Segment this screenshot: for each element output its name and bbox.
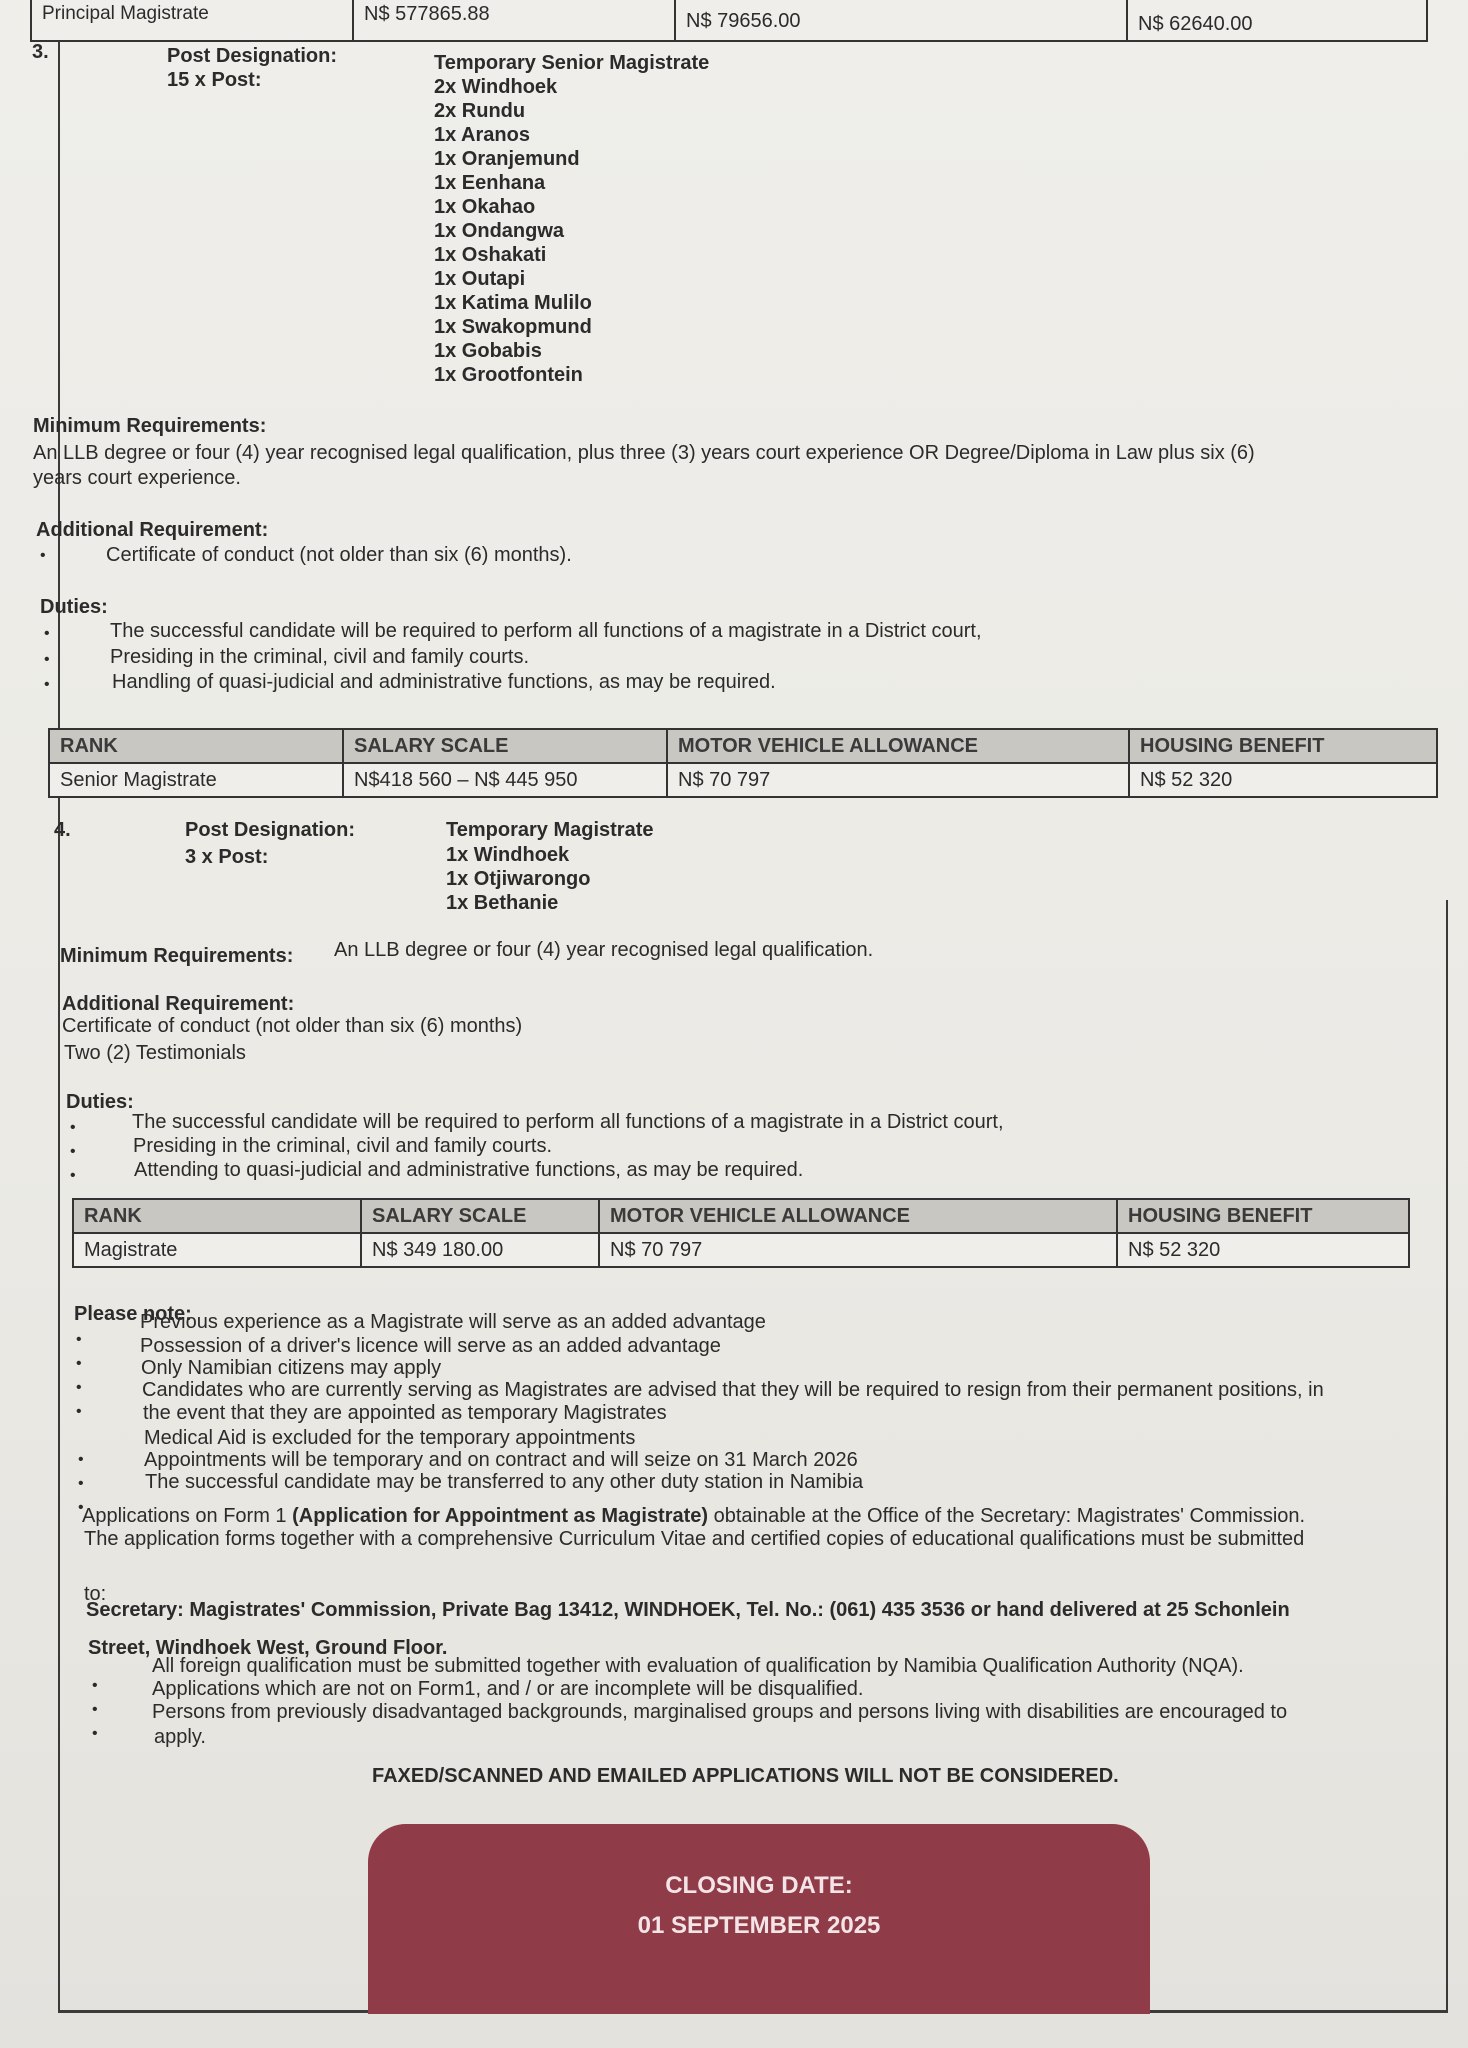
- motor-allowance-cell: N$ 79656.00: [675, 0, 1127, 41]
- location-item: 1x Otjiwarongo: [446, 868, 591, 890]
- bullet-icon: •: [70, 1143, 76, 1160]
- bullet-icon: •: [92, 1725, 98, 1742]
- application-item: apply.: [154, 1726, 206, 1748]
- note-item: the event that they are appointed as temporary Magistrates: [143, 1402, 667, 1424]
- location-item: 1x Oshakati: [434, 244, 547, 266]
- duties-heading: Duties:: [40, 596, 108, 618]
- table-header-row: [49, 729, 1437, 763]
- motor-allowance-cell: N$ 70 797: [667, 763, 1129, 797]
- location-item: 1x Grootfontein: [434, 364, 583, 386]
- bullet-icon: •: [40, 547, 46, 564]
- location-list: [434, 75, 592, 387]
- column-header: HOUSING BENEFIT: [1117, 1199, 1409, 1233]
- closing-date-value: 01 SEPTEMBER 2025: [637, 1912, 881, 1939]
- housing-benefit-cell: N$ 52 320: [1129, 763, 1437, 797]
- note-item: Candidates who are currently serving as Magistrates are advised that they will be required to resign from their permanent positions, in: [142, 1379, 1324, 1401]
- application-text: The application forms together with a comprehensive Curriculum Vitae and certified copies of educational qualifications must be submitted: [84, 1528, 1305, 1550]
- rank-cell: Magistrate: [73, 1233, 361, 1267]
- additional-requirement-item: Two (2) Testimonials: [64, 1042, 246, 1064]
- column-header: MOTOR VEHICLE ALLOWANCE: [599, 1199, 1117, 1233]
- duty-item: The successful candidate will be required to perform all functions of a magistrate in a District court,: [132, 1111, 1004, 1133]
- bullet-icon: •: [70, 1167, 76, 1184]
- column-header: MOTOR VEHICLE ALLOWANCE: [667, 729, 1129, 763]
- additional-requirement-heading: Additional Requirement:: [62, 993, 295, 1015]
- additional-requirement-item: Certificate of conduct (not older than six (6) months).: [106, 544, 572, 566]
- note-item: Previous experience as a Magistrate will serve as an added advantage: [140, 1311, 766, 1333]
- application-text: [82, 1504, 1442, 1528]
- table-row: [73, 1233, 1409, 1267]
- bullet-icon: •: [78, 1451, 84, 1468]
- post-designation-title: Temporary Senior Magistrate: [434, 52, 710, 74]
- please-note-heading: Please note:: [74, 1303, 192, 1325]
- applications-warning: FAXED/SCANNED AND EMAILED APPLICATIONS WILL NOT BE CONSIDERED.: [372, 1765, 1119, 1787]
- salary-cell: N$ 349 180.00: [361, 1233, 599, 1267]
- page-border-left: [58, 0, 60, 2012]
- duty-item: Presiding in the criminal, civil and family courts.: [133, 1135, 553, 1157]
- bullet-icon: •: [76, 1331, 82, 1348]
- column-header: SALARY SCALE: [361, 1199, 599, 1233]
- bullet-icon: •: [78, 1475, 84, 1492]
- min-requirements-text: An LLB degree or four (4) year recognised legal qualification, plus three (3) years court experience OR Degree/Diploma in Law plus six (6): [33, 442, 1255, 464]
- post-designation-label: Post Designation:: [167, 45, 338, 67]
- table-row: [49, 763, 1437, 797]
- closing-date-banner: [368, 1824, 1150, 2014]
- bullet-icon: •: [70, 1119, 76, 1136]
- location-item: 2x Rundu: [434, 100, 526, 122]
- note-item: Medical Aid is excluded for the temporary appointments: [144, 1427, 636, 1449]
- location-item: 1x Windhoek: [446, 844, 570, 866]
- location-item: 1x Okahao: [434, 196, 536, 218]
- location-item: 1x Aranos: [434, 124, 530, 146]
- bullet-icon: •: [44, 676, 50, 693]
- salary-cell: N$418 560 – N$ 445 950: [343, 763, 667, 797]
- location-item: 1x Swakopmund: [434, 316, 592, 338]
- rank-cell: Principal Magistrate: [31, 0, 353, 41]
- principal-magistrate-table: [30, 0, 1428, 42]
- location-item: 1x Gobabis: [434, 340, 542, 362]
- post-count-label: 3 x Post:: [185, 846, 269, 868]
- application-item: Applications which are not on Form1, and / or are incomplete will be disqualified.: [152, 1678, 864, 1700]
- location-list: [446, 843, 590, 915]
- bullet-icon: •: [78, 1499, 84, 1516]
- bullet-icon: •: [44, 625, 50, 642]
- duty-item: Handling of quasi-judicial and administrative functions, as may be required.: [112, 671, 776, 693]
- application-text-part: Applications on Form 1: [82, 1505, 293, 1527]
- application-text: to:: [84, 1583, 107, 1605]
- column-header: HOUSING BENEFIT: [1129, 729, 1437, 763]
- location-item: 1x Bethanie: [446, 892, 559, 914]
- salary-cell: N$ 577865.88: [353, 0, 675, 41]
- magistrate-salary-table: [72, 1198, 1410, 1268]
- location-item: 1x Oranjemund: [434, 148, 580, 170]
- bullet-icon: •: [76, 1379, 82, 1396]
- note-item: Possession of a driver's licence will serve as an added advantage: [140, 1335, 721, 1357]
- bullet-icon: •: [92, 1677, 98, 1694]
- post-number: 4.: [54, 819, 71, 841]
- min-requirements-heading: Minimum Requirements:: [60, 945, 294, 967]
- location-item: 2x Windhoek: [434, 76, 558, 98]
- housing-benefit-cell: N$ 62640.00: [1127, 0, 1427, 41]
- duty-item: Attending to quasi-judicial and administrative functions, as may be required.: [134, 1159, 804, 1181]
- post-number: 3.: [32, 41, 49, 63]
- bullet-icon: •: [92, 1701, 98, 1718]
- location-item: 1x Katima Mulilo: [434, 292, 592, 314]
- duty-item: Presiding in the criminal, civil and family courts.: [110, 646, 530, 668]
- min-requirements-heading: Minimum Requirements:: [33, 415, 267, 437]
- note-item: Appointments will be temporary and on contract and will seize on 31 March 2026: [144, 1449, 858, 1471]
- application-item: All foreign qualification must be submitted together with evaluation of qualification by Namibia Qualification Authority (NQA).: [152, 1655, 1244, 1677]
- post-designation-label: Post Designation:: [185, 819, 356, 841]
- submission-address: Street, Windhoek West, Ground Floor.: [88, 1637, 448, 1659]
- senior-magistrate-salary-table: [48, 728, 1438, 798]
- table-header-row: [73, 1199, 1409, 1233]
- application-item: Persons from previously disadvantaged backgrounds, marginalised groups and persons living with disabilities are encouraged to: [152, 1701, 1288, 1723]
- closing-date-label: CLOSING DATE:: [665, 1872, 853, 1899]
- column-header: RANK: [73, 1199, 361, 1233]
- rank-cell: Senior Magistrate: [49, 763, 343, 797]
- column-header: RANK: [49, 729, 343, 763]
- additional-requirement-item: Certificate of conduct (not older than six (6) months): [62, 1015, 523, 1037]
- form-name: (Application for Appointment as Magistrate): [292, 1505, 709, 1527]
- location-item: 1x Outapi: [434, 268, 526, 290]
- bullet-icon: •: [76, 1355, 82, 1372]
- post-count-label: 15 x Post:: [167, 69, 262, 91]
- page-border-right: [1446, 900, 1448, 2010]
- min-requirements-text: An LLB degree or four (4) year recognised legal qualification.: [334, 939, 874, 961]
- location-item: 1x Ondangwa: [434, 220, 565, 242]
- column-header: SALARY SCALE: [343, 729, 667, 763]
- additional-requirement-heading: Additional Requirement:: [36, 519, 269, 541]
- min-requirements-text: years court experience.: [33, 467, 241, 489]
- duties-heading: Duties:: [66, 1091, 134, 1113]
- post-designation-title: Temporary Magistrate: [446, 819, 654, 841]
- submission-address: Secretary: Magistrates' Commission, Private Bag 13412, WINDHOEK, Tel. No.: (061) 435 3536 or hand delivered at 25 Schonlein: [86, 1599, 1290, 1621]
- application-text-part: obtainable at the Office of the Secretary: Magistrates' Commission.: [708, 1505, 1306, 1527]
- location-item: 1x Eenhana: [434, 172, 546, 194]
- bullet-icon: •: [76, 1403, 82, 1420]
- table-row: [31, 0, 1427, 41]
- housing-benefit-cell: N$ 52 320: [1117, 1233, 1409, 1267]
- motor-allowance-cell: N$ 70 797: [599, 1233, 1117, 1267]
- note-item: The successful candidate may be transferred to any other duty station in Namibia: [145, 1471, 864, 1493]
- bullet-icon: •: [44, 651, 50, 668]
- note-item: Only Namibian citizens may apply: [141, 1357, 442, 1379]
- duty-item: The successful candidate will be required to perform all functions of a magistrate in a District court,: [110, 620, 982, 642]
